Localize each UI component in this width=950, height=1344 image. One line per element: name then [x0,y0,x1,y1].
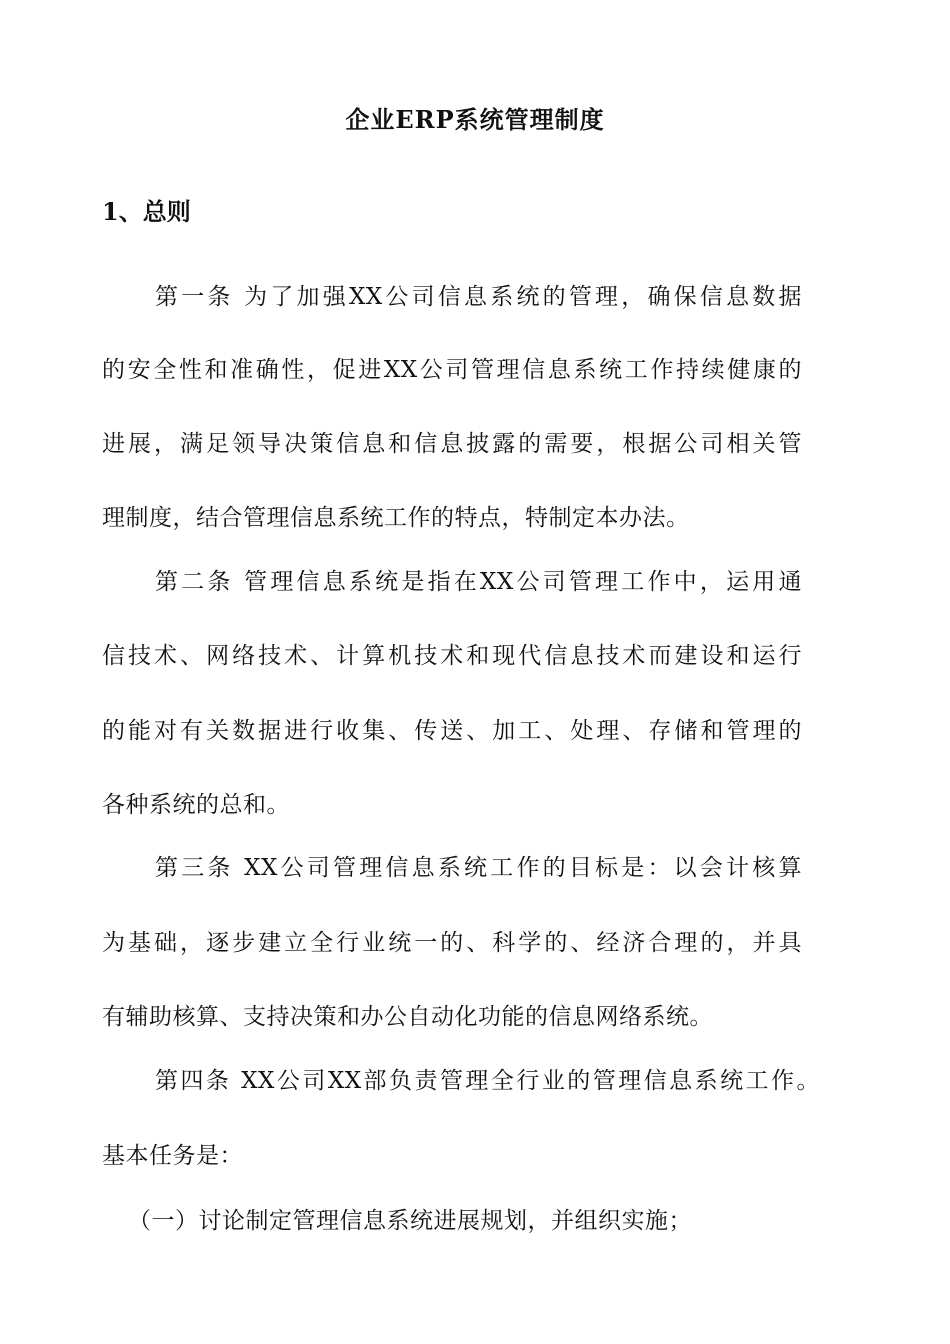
paragraph-line: 有辅助核算、支持决策和办公自动化功能的信息网络系统。 [102,1004,713,1030]
paragraph-line: 为基础，逐步建立全行业统一的、科学的、经济合理的，并具 [102,930,802,956]
paragraph-line: 第一条 为了加强XX公司信息系统的管理，确保信息数据 [155,284,802,310]
section-heading: 1、总则 [102,197,191,226]
paragraph-line: 各种系统的总和。 [102,792,290,818]
paragraph-line: 第二条 管理信息系统是指在XX公司管理工作中，运用通 [155,569,802,595]
list-item: （一）讨论制定管理信息系统进展规划，并组织实施； [128,1208,692,1234]
document-title: 企业ERP系统管理制度 [345,105,605,134]
paragraph-line: 基本任务是： [102,1143,243,1169]
paragraph-line: 的安全性和准确性，促进XX公司管理信息系统工作持续健康的 [102,357,802,383]
paragraph-line: 第四条 XX公司XX部负责管理全行业的管理信息系统工作。 [155,1068,820,1094]
paragraph-line: 信技术、网络技术、计算机技术和现代信息技术而建设和运行 [102,643,802,669]
paragraph-line: 进展，满足领导决策信息和信息披露的需要，根据公司相关管 [102,431,802,457]
paragraph-line: 理制度，结合管理信息系统工作的特点，特制定本办法。 [102,505,690,531]
paragraph-line: 的能对有关数据进行收集、传送、加工、处理、存储和管理的 [102,718,802,744]
paragraph-line: 第三条 XX公司管理信息系统工作的目标是：以会计核算 [155,855,802,881]
